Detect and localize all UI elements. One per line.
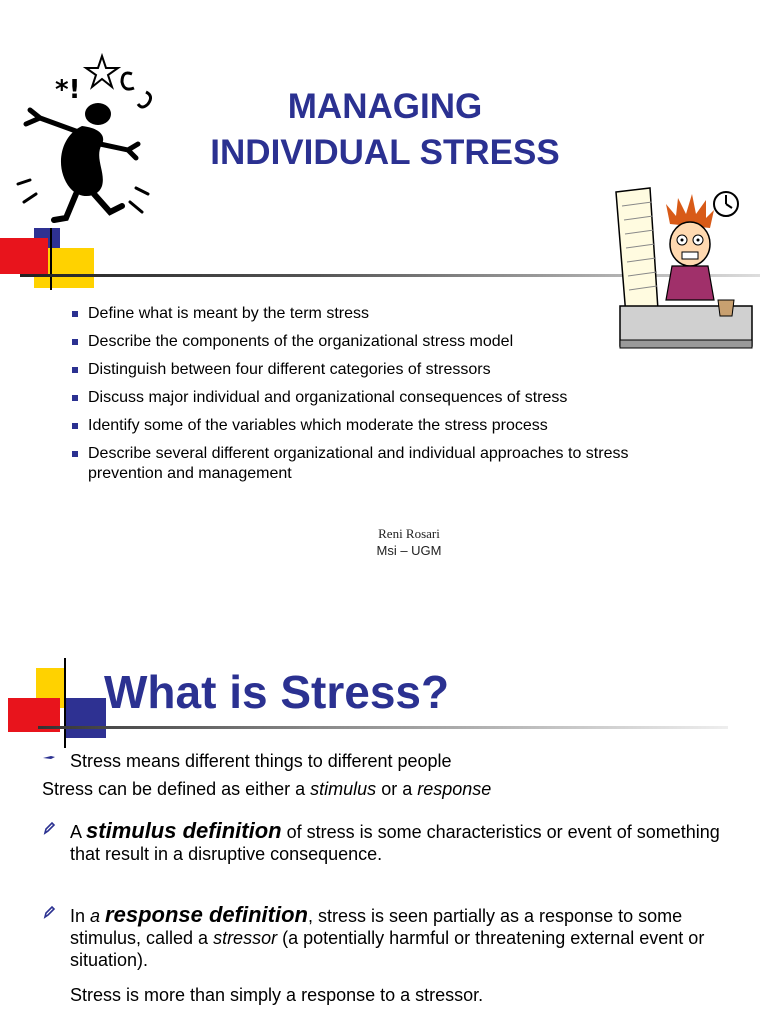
- text-line-1: Stress means different things to different people: [70, 750, 452, 772]
- text-line-3: Stress is more than simply a response to a stressor.: [70, 985, 484, 1005]
- stressed-figure-clipart: [10, 48, 170, 228]
- square-bullet-icon: [72, 367, 78, 373]
- author-block: [300, 525, 518, 559]
- slide-title: What is Stress?: [104, 666, 450, 718]
- text-line-2: Stress can be defined as either a stimulus or a response: [42, 779, 492, 799]
- square-bullet-icon: [72, 451, 78, 457]
- pointing-hand-bullet-icon: [42, 751, 56, 765]
- stimulus-definition-paragraph: A stimulus definition of stress is some characteristics or event of something that result in a disruptive consequence.: [70, 820, 730, 865]
- author-affiliation: Msi – UGM: [376, 543, 442, 558]
- title-line-1: MANAGING: [287, 87, 483, 126]
- square-bullet-icon: [72, 311, 78, 317]
- pen-bullet-icon: [42, 905, 56, 919]
- title-line-2: INDIVIDUAL STRESS: [210, 133, 560, 172]
- square-bullet-icon: [72, 339, 78, 345]
- list-item: Distinguish between four different categories of stressors: [70, 360, 710, 380]
- list-item: Define what is meant by the term stress: [70, 304, 710, 324]
- pen-bullet-icon: [42, 821, 56, 835]
- objectives-list: [70, 304, 710, 492]
- list-item: Describe the components of the organizational stress model: [70, 332, 710, 352]
- response-definition-paragraph: In a response definition, stress is seen partially as a response to some stimulus, called a stressor (a potentially harmful or threatening external event or situation).: [70, 904, 738, 971]
- svg-text:*!: *!: [55, 75, 81, 105]
- square-bullet-icon: [72, 395, 78, 401]
- list-item: Discuss major individual and organizational consequences of stress: [70, 388, 710, 408]
- slide-2: [0, 600, 768, 1024]
- list-item: Describe several different organizational and individual approaches to stress prevention and management: [70, 444, 710, 484]
- square-bullet-icon: [72, 423, 78, 429]
- author-name: Reni Rosari: [378, 526, 440, 541]
- page-title: [160, 84, 610, 176]
- list-item: Identify some of the variables which moderate the stress process: [70, 416, 710, 436]
